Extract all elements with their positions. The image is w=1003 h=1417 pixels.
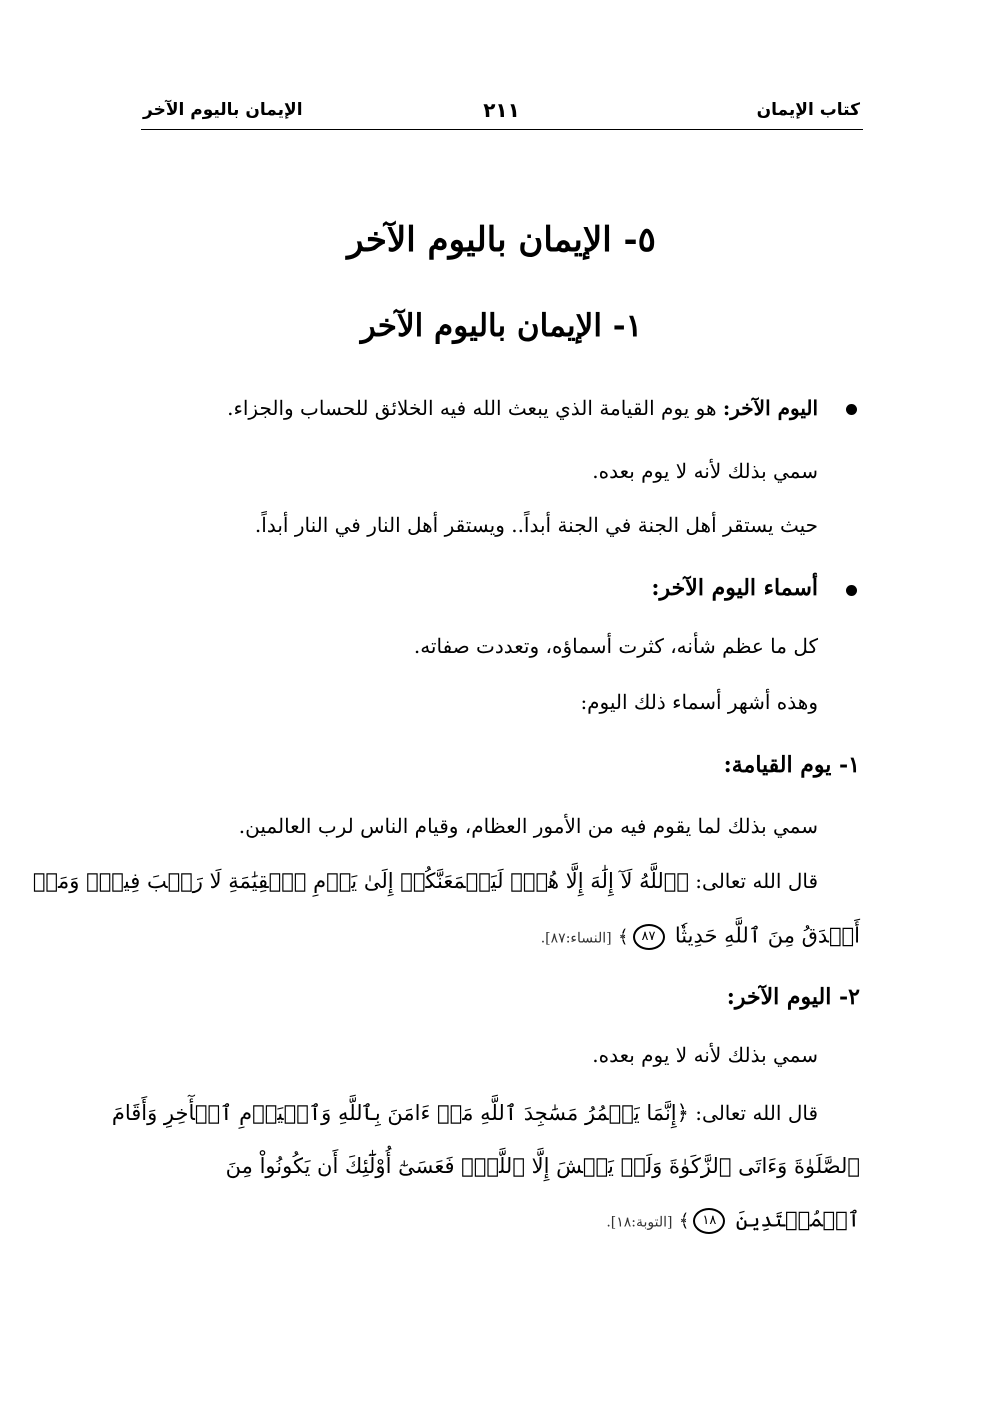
bullet-icon [846,585,857,596]
definition-text: هو يوم القيامة الذي يبعث الله فيه الخلائق للحساب والجزاء. [227,396,723,420]
verse-reference: [التوبة:١٨]. [606,1214,673,1231]
paragraph-line: حيث يستقر أهل الجنة في الجنة أبداً.. ويستقر أهل النار في النار أبداً. [254,513,818,537]
verse-number-icon: ١٨ [693,1208,725,1234]
paragraph-line: سمي بذلك لما يقوم فيه من الأمور العظام، وقيام الناس لرب العالمين. [238,814,818,838]
chapter-title: ٥- الإيمان باليوم الآخر [347,220,656,260]
verse-line [606,1208,860,1234]
paragraph-line: كل ما عظم شأنه، كثرت أسماؤه، وتعددت صفاته. [413,634,818,658]
verse-number-icon: ٨٧ [633,924,665,950]
verse-close-bracket: ﴾ [678,1210,690,1232]
verse-line [33,871,818,892]
verse-intro: قال الله تعالى: [688,1101,818,1125]
paragraph-line: وهذه أشهر أسماء ذلك اليوم: [580,690,818,714]
quran-verse: ٱلصَّلَوٰةَ وَءَاتَى ٱلزَّكَوٰةَ وَلَمۡ يَخۡشَ إِلَّا ٱللَّهَۖ فَعَسَىٰٓ أُوْلَٰٓئِكَ أَن يَكُونُواْ مِنَ [225,1154,860,1178]
page-number: ٢١١ [483,98,520,122]
verse-reference: [النساء:٨٧]. [540,930,612,947]
quran-verse: أَصۡدَقُ مِنَ ٱللَّهِ حَدِيثٗا [674,923,860,948]
running-header-chapter: الإيمان باليوم الآخر [143,100,303,120]
paragraph-line: سمي بذلك لأنه لا يوم بعده. [592,459,818,483]
verse-close-bracket: ﴾ [617,926,629,948]
quran-verse: ﴿ٱللَّهُ لَآ إِلَٰهَ إِلَّا هُوَۚ لَيَجۡمَعَنَّكُمۡ إِلَىٰ يَوۡمِ ٱلۡقِيَٰمَةِ لَا رَيۡبَ فِيهِۗ وَمَنۡ [32,869,689,893]
bullet-icon [846,404,857,415]
header-divider [141,129,863,130]
verse-line [226,1156,860,1177]
names-heading: أسماء اليوم الآخر: [651,575,818,601]
name-heading-1: ١- يوم القيامة: [723,752,860,778]
definition-line [227,398,818,418]
quran-verse: ٱلۡمُهۡتَدِينَ [735,1207,860,1232]
section-title: ١- الإيمان باليوم الآخر [360,308,643,344]
paragraph-line: سمي بذلك لأنه لا يوم بعده. [592,1043,818,1067]
name-heading-2: ٢- اليوم الآخر: [726,984,860,1010]
verse-line [541,924,860,950]
definition-term: اليوم الآخر: [722,396,818,420]
quran-verse: ﴿إِنَّمَا يَعۡمُرُ مَسَٰجِدَ ٱللَّهِ مَنۡ ءَامَنَ بِٱللَّهِ وَٱلۡيَوۡمِ ٱلۡأٓخِرِ وَأَقَامَ [111,1101,689,1125]
verse-line [112,1103,818,1124]
running-header-book: كتاب الإيمان [756,100,860,120]
verse-intro: قال الله تعالى: [688,869,818,893]
